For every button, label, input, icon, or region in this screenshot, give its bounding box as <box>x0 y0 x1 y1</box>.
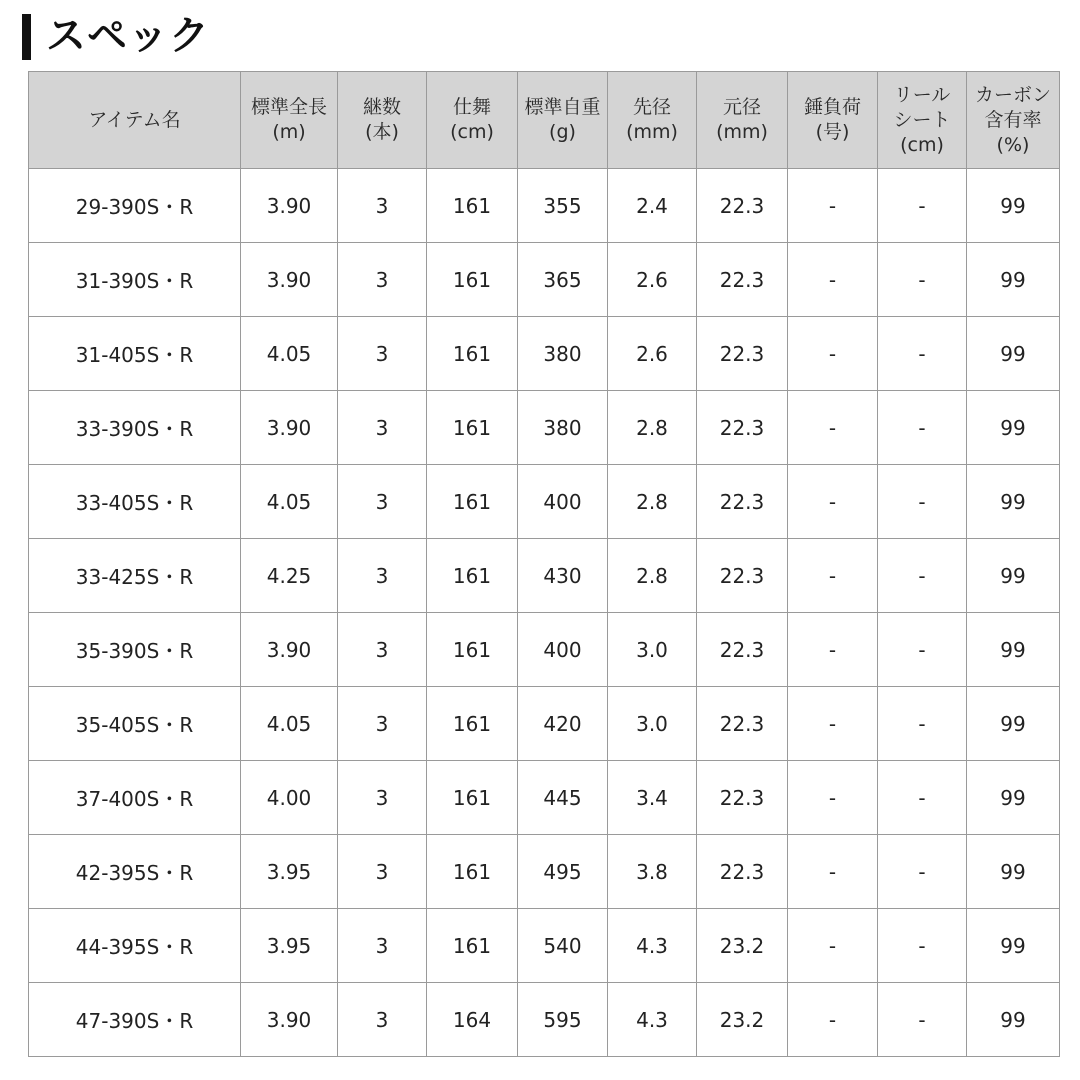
length-cell: 4.00 <box>241 761 338 835</box>
sections-cell: 3 <box>338 613 427 687</box>
header-line: リール <box>893 83 951 106</box>
butt-diameter-cell: 22.3 <box>697 465 788 539</box>
closed-length-cell: 161 <box>427 687 518 761</box>
table-row <box>29 983 1060 1057</box>
sections-cell: 3 <box>338 317 427 391</box>
sections-cell: 3 <box>338 243 427 317</box>
tip-diameter-cell: 2.8 <box>608 465 697 539</box>
length-cell: 3.90 <box>241 391 338 465</box>
closed-length-cell: 161 <box>427 243 518 317</box>
weight-cell: 380 <box>518 317 608 391</box>
header-item-name <box>29 72 241 169</box>
header-line: 錘負荷 <box>803 96 861 118</box>
weight-cell: 380 <box>518 391 608 465</box>
butt-diameter-cell: 22.3 <box>697 243 788 317</box>
tip-diameter-cell: 2.8 <box>608 391 697 465</box>
header-line: 先径 <box>632 96 671 118</box>
header-line: 標準全長 <box>250 96 327 118</box>
tip-diameter-cell: 4.3 <box>608 909 697 983</box>
header-line: (g) <box>549 121 576 143</box>
weight-cell: 445 <box>518 761 608 835</box>
header-closed-length <box>427 72 518 169</box>
carbon-content-cell: 99 <box>967 169 1060 243</box>
reel-seat-cell: - <box>878 169 967 243</box>
reel-seat-cell: - <box>878 835 967 909</box>
header-sinker-load <box>788 72 878 169</box>
weight-cell: 400 <box>518 613 608 687</box>
weight-cell: 420 <box>518 687 608 761</box>
header-line: アイテム名 <box>88 108 181 131</box>
item-name-cell: 37-400S・R <box>29 761 241 835</box>
header-carbon-content <box>967 72 1060 169</box>
table-row <box>29 539 1060 613</box>
sinker-load-cell: - <box>788 909 878 983</box>
carbon-content-cell: 99 <box>967 909 1060 983</box>
reel-seat-cell: - <box>878 539 967 613</box>
length-cell: 4.05 <box>241 465 338 539</box>
sinker-load-cell: - <box>788 243 878 317</box>
weight-cell: 595 <box>518 983 608 1057</box>
table-row <box>29 243 1060 317</box>
header-line: (本) <box>365 121 399 143</box>
reel-seat-cell: - <box>878 909 967 983</box>
header-line: カーボン <box>974 83 1051 106</box>
table-header-row <box>29 72 1060 169</box>
sinker-load-cell: - <box>788 983 878 1057</box>
table-row <box>29 687 1060 761</box>
item-name-cell: 35-390S・R <box>29 613 241 687</box>
table-row <box>29 909 1060 983</box>
closed-length-cell: 161 <box>427 909 518 983</box>
butt-diameter-cell: 22.3 <box>697 317 788 391</box>
length-cell: 4.05 <box>241 687 338 761</box>
tip-diameter-cell: 3.0 <box>608 687 697 761</box>
carbon-content-cell: 99 <box>967 761 1060 835</box>
header-line: (mm) <box>716 121 768 143</box>
sinker-load-cell: - <box>788 835 878 909</box>
sinker-load-cell: - <box>788 391 878 465</box>
reel-seat-cell: - <box>878 613 967 687</box>
header-line: (m) <box>272 121 306 143</box>
reel-seat-cell: - <box>878 465 967 539</box>
weight-cell: 495 <box>518 835 608 909</box>
closed-length-cell: 161 <box>427 317 518 391</box>
table-body <box>29 169 1060 1057</box>
header-weight <box>518 72 608 169</box>
butt-diameter-cell: 23.2 <box>697 909 788 983</box>
reel-seat-cell: - <box>878 243 967 317</box>
tip-diameter-cell: 2.4 <box>608 169 697 243</box>
header-line: 元径 <box>722 96 761 118</box>
reel-seat-cell: - <box>878 761 967 835</box>
table-row <box>29 761 1060 835</box>
header-line: (%) <box>996 133 1030 156</box>
table-row <box>29 465 1060 539</box>
closed-length-cell: 161 <box>427 169 518 243</box>
header-line: (mm) <box>626 121 678 143</box>
spec-table <box>28 71 1060 1057</box>
reel-seat-cell: - <box>878 687 967 761</box>
header-line: 継数 <box>362 96 401 118</box>
length-cell: 4.25 <box>241 539 338 613</box>
sections-cell: 3 <box>338 687 427 761</box>
butt-diameter-cell: 22.3 <box>697 391 788 465</box>
tip-diameter-cell: 2.6 <box>608 317 697 391</box>
table-row <box>29 317 1060 391</box>
table-row <box>29 835 1060 909</box>
title-accent-bar <box>22 14 31 60</box>
tip-diameter-cell: 2.8 <box>608 539 697 613</box>
item-name-cell: 42-395S・R <box>29 835 241 909</box>
weight-cell: 540 <box>518 909 608 983</box>
sinker-load-cell: - <box>788 317 878 391</box>
length-cell: 4.05 <box>241 317 338 391</box>
tip-diameter-cell: 3.4 <box>608 761 697 835</box>
tip-diameter-cell: 3.0 <box>608 613 697 687</box>
length-cell: 3.95 <box>241 835 338 909</box>
length-cell: 3.90 <box>241 243 338 317</box>
butt-diameter-cell: 22.3 <box>697 613 788 687</box>
page-title: スペック <box>46 13 210 59</box>
header-line: シート <box>893 108 951 131</box>
carbon-content-cell: 99 <box>967 391 1060 465</box>
reel-seat-cell: - <box>878 391 967 465</box>
table-row <box>29 169 1060 243</box>
header-line: (cm) <box>900 133 944 156</box>
sinker-load-cell: - <box>788 761 878 835</box>
carbon-content-cell: 99 <box>967 317 1060 391</box>
weight-cell: 365 <box>518 243 608 317</box>
weight-cell: 430 <box>518 539 608 613</box>
closed-length-cell: 161 <box>427 391 518 465</box>
item-name-cell: 31-390S・R <box>29 243 241 317</box>
closed-length-cell: 161 <box>427 613 518 687</box>
carbon-content-cell: 99 <box>967 465 1060 539</box>
header-line: (号) <box>815 121 850 143</box>
length-cell: 3.90 <box>241 613 338 687</box>
sections-cell: 3 <box>338 761 427 835</box>
carbon-content-cell: 99 <box>967 613 1060 687</box>
butt-diameter-cell: 22.3 <box>697 539 788 613</box>
butt-diameter-cell: 22.3 <box>697 687 788 761</box>
length-cell: 3.90 <box>241 983 338 1057</box>
reel-seat-cell: - <box>878 317 967 391</box>
carbon-content-cell: 99 <box>967 539 1060 613</box>
header-tip-diameter <box>608 72 697 169</box>
closed-length-cell: 161 <box>427 835 518 909</box>
header-line: 含有率 <box>984 108 1042 131</box>
table-row <box>29 613 1060 687</box>
butt-diameter-cell: 22.3 <box>697 169 788 243</box>
weight-cell: 400 <box>518 465 608 539</box>
table-row <box>29 391 1060 465</box>
item-name-cell: 35-405S・R <box>29 687 241 761</box>
length-cell: 3.90 <box>241 169 338 243</box>
header-reel-seat <box>878 72 967 169</box>
closed-length-cell: 161 <box>427 761 518 835</box>
sinker-load-cell: - <box>788 687 878 761</box>
header-line: 標準自重 <box>524 96 601 118</box>
sections-cell: 3 <box>338 909 427 983</box>
closed-length-cell: 161 <box>427 465 518 539</box>
closed-length-cell: 164 <box>427 983 518 1057</box>
tip-diameter-cell: 4.3 <box>608 983 697 1057</box>
carbon-content-cell: 99 <box>967 243 1060 317</box>
butt-diameter-cell: 22.3 <box>697 761 788 835</box>
butt-diameter-cell: 23.2 <box>697 983 788 1057</box>
item-name-cell: 47-390S・R <box>29 983 241 1057</box>
item-name-cell: 44-395S・R <box>29 909 241 983</box>
header-sections <box>338 72 427 169</box>
carbon-content-cell: 99 <box>967 835 1060 909</box>
item-name-cell: 33-425S・R <box>29 539 241 613</box>
weight-cell: 355 <box>518 169 608 243</box>
item-name-cell: 33-390S・R <box>29 391 241 465</box>
header-line: (cm) <box>450 121 494 143</box>
header-butt-diameter <box>697 72 788 169</box>
sections-cell: 3 <box>338 391 427 465</box>
reel-seat-cell: - <box>878 983 967 1057</box>
sections-cell: 3 <box>338 169 427 243</box>
header-line: 仕舞 <box>452 96 491 118</box>
tip-diameter-cell: 2.6 <box>608 243 697 317</box>
length-cell: 3.95 <box>241 909 338 983</box>
sections-cell: 3 <box>338 539 427 613</box>
butt-diameter-cell: 22.3 <box>697 835 788 909</box>
sections-cell: 3 <box>338 835 427 909</box>
sinker-load-cell: - <box>788 539 878 613</box>
header-length <box>241 72 338 169</box>
tip-diameter-cell: 3.8 <box>608 835 697 909</box>
sections-cell: 3 <box>338 465 427 539</box>
sections-cell: 3 <box>338 983 427 1057</box>
sinker-load-cell: - <box>788 613 878 687</box>
item-name-cell: 29-390S・R <box>29 169 241 243</box>
closed-length-cell: 161 <box>427 539 518 613</box>
carbon-content-cell: 99 <box>967 687 1060 761</box>
item-name-cell: 31-405S・R <box>29 317 241 391</box>
item-name-cell: 33-405S・R <box>29 465 241 539</box>
carbon-content-cell: 99 <box>967 983 1060 1057</box>
sinker-load-cell: - <box>788 169 878 243</box>
sinker-load-cell: - <box>788 465 878 539</box>
